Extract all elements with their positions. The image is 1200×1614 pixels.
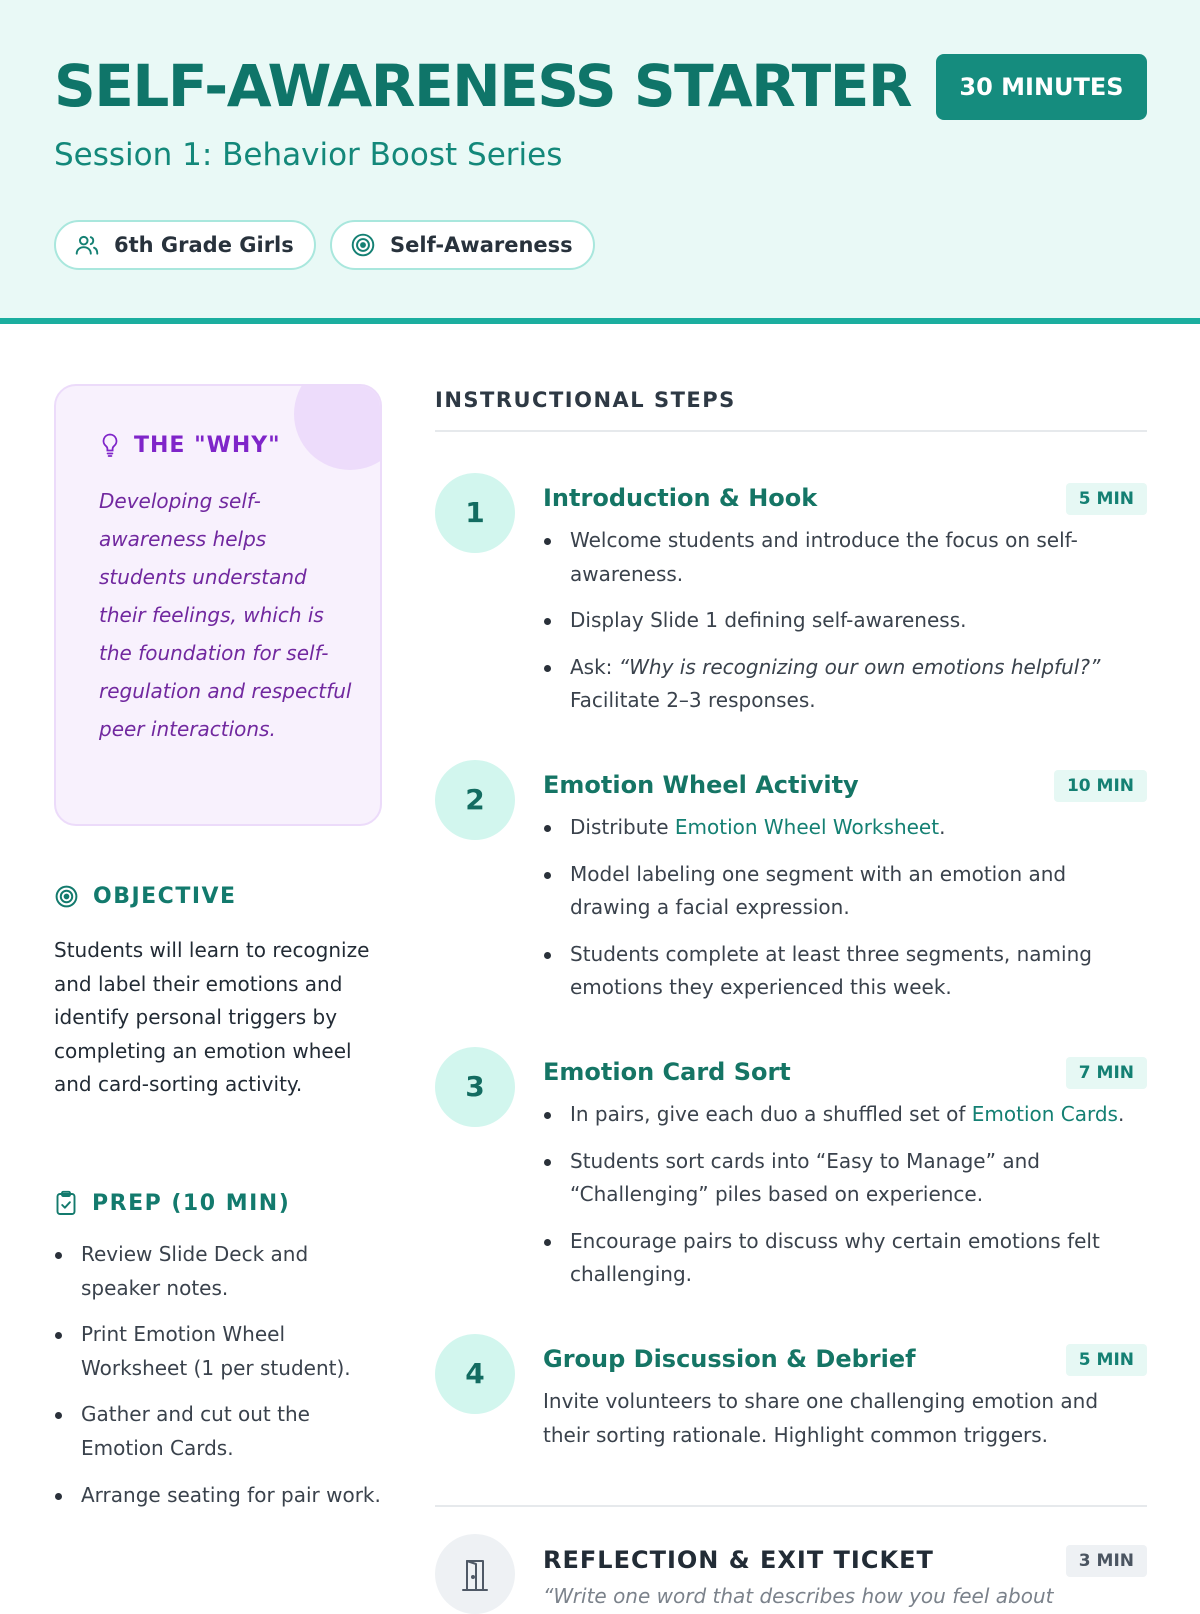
reflection-icon-circle [435, 1534, 515, 1614]
list-item: Review Slide Deck and speaker notes. [54, 1238, 390, 1305]
step-title: Emotion Wheel Activity [543, 771, 859, 799]
why-card [54, 384, 382, 826]
bullet-text: . [939, 815, 946, 839]
bullet-text: Ask: [570, 654, 619, 679]
list-item: Model labeling one segment with an emotion and drawing a facial expression. [543, 858, 1147, 925]
step-number: 1 [435, 473, 515, 553]
bullet-text: In pairs, give each duo a shuffled set of [570, 1102, 972, 1126]
step-time-badge: 5 MIN [1066, 1344, 1147, 1376]
objective-text: Students will learn to recognize and label their emotions and identify personal triggers by completing an emotion wheel and card-sorting activity. [54, 938, 370, 1097]
objective-heading-label: OBJECTIVE [93, 884, 237, 909]
target-icon [350, 232, 376, 258]
step-bullets [543, 1098, 1147, 1305]
clipboard-check-icon [54, 1190, 78, 1216]
question-text: “Why is recognizing our own emotions helpful?” [618, 654, 1101, 679]
step-description: Invite volunteers to share one challenging emotion and their sorting rationale. Highlight common triggers. [543, 1389, 1099, 1447]
focus-tag [330, 220, 595, 270]
step-number: 2 [435, 760, 515, 840]
list-item: Arrange seating for pair work. [54, 1479, 390, 1513]
bullet-text: Facilitate 2–3 responses. [570, 688, 816, 713]
emotion-cards-link[interactable]: Emotion Cards [971, 1102, 1118, 1126]
list-item [543, 811, 1147, 845]
prep-heading [54, 1190, 290, 1216]
steps-heading: INSTRUCTIONAL STEPS [435, 388, 736, 412]
step-title: Introduction & Hook [543, 484, 818, 512]
audience-tag-label: 6th Grade Girls [114, 233, 294, 257]
divider [435, 430, 1147, 432]
divider [435, 1505, 1147, 1507]
why-text: Developing self-awareness helps students understand their feelings, which is the foundation for self-regulation and respectful peer interactions. [99, 489, 352, 741]
users-icon [74, 232, 100, 258]
list-item: Encourage pairs to discuss why certain emotions felt challenging. [543, 1225, 1147, 1292]
bullet-text: Distribute [570, 815, 675, 839]
list-item: Welcome students and introduce the focus on self-awareness. [543, 524, 1147, 591]
objective-heading [54, 884, 237, 909]
reflection-title: REFLECTION & EXIT TICKET [543, 1546, 934, 1574]
step-number: 3 [435, 1047, 515, 1127]
list-item [543, 1098, 1147, 1132]
duration-badge: 30 MINUTES [936, 54, 1147, 120]
list-item: Display Slide 1 defining self-awareness. [543, 604, 1147, 638]
list-item: Gather and cut out the Emotion Cards. [54, 1398, 390, 1465]
decorative-circle [294, 384, 382, 470]
step-time-badge: 5 MIN [1066, 483, 1147, 515]
lightbulb-icon [100, 432, 120, 458]
focus-tag-label: Self-Awareness [390, 233, 573, 257]
why-heading [100, 432, 281, 458]
list-item: Students complete at least three segments, naming emotions they experienced this week. [543, 938, 1147, 1005]
reflection-time-badge: 3 MIN [1066, 1545, 1147, 1577]
step-number: 4 [435, 1334, 515, 1414]
step-title: Group Discussion & Debrief [543, 1345, 916, 1373]
page-title: SELF-AWARENESS STARTER [54, 52, 911, 120]
door-exit-icon [458, 1556, 492, 1592]
page-subtitle: Session 1: Behavior Boost Series [54, 137, 563, 173]
why-heading-label: THE "WHY" [134, 432, 281, 458]
worksheet-link[interactable]: Emotion Wheel Worksheet [674, 815, 940, 839]
reflection-prompt: “Write one word that describes how you feel about [543, 1584, 1054, 1608]
step-time-badge: 10 MIN [1054, 770, 1147, 802]
audience-tag [54, 220, 316, 270]
bullet-text: . [1117, 1102, 1125, 1126]
step-title: Emotion Card Sort [543, 1058, 791, 1086]
target-icon [54, 884, 79, 909]
list-item: Print Emotion Wheel Worksheet (1 per student). [54, 1318, 390, 1385]
step-bullets [543, 811, 1147, 1018]
step-bullets [543, 524, 1147, 731]
prep-heading-label: PREP (10 MIN) [92, 1190, 291, 1216]
step-time-badge: 7 MIN [1066, 1057, 1147, 1089]
prep-list [54, 1238, 390, 1525]
list-item [543, 651, 1147, 718]
lesson-header [0, 0, 1200, 324]
list-item: Students sort cards into “Easy to Manage” and “Challenging” piles based on experience. [543, 1145, 1147, 1212]
